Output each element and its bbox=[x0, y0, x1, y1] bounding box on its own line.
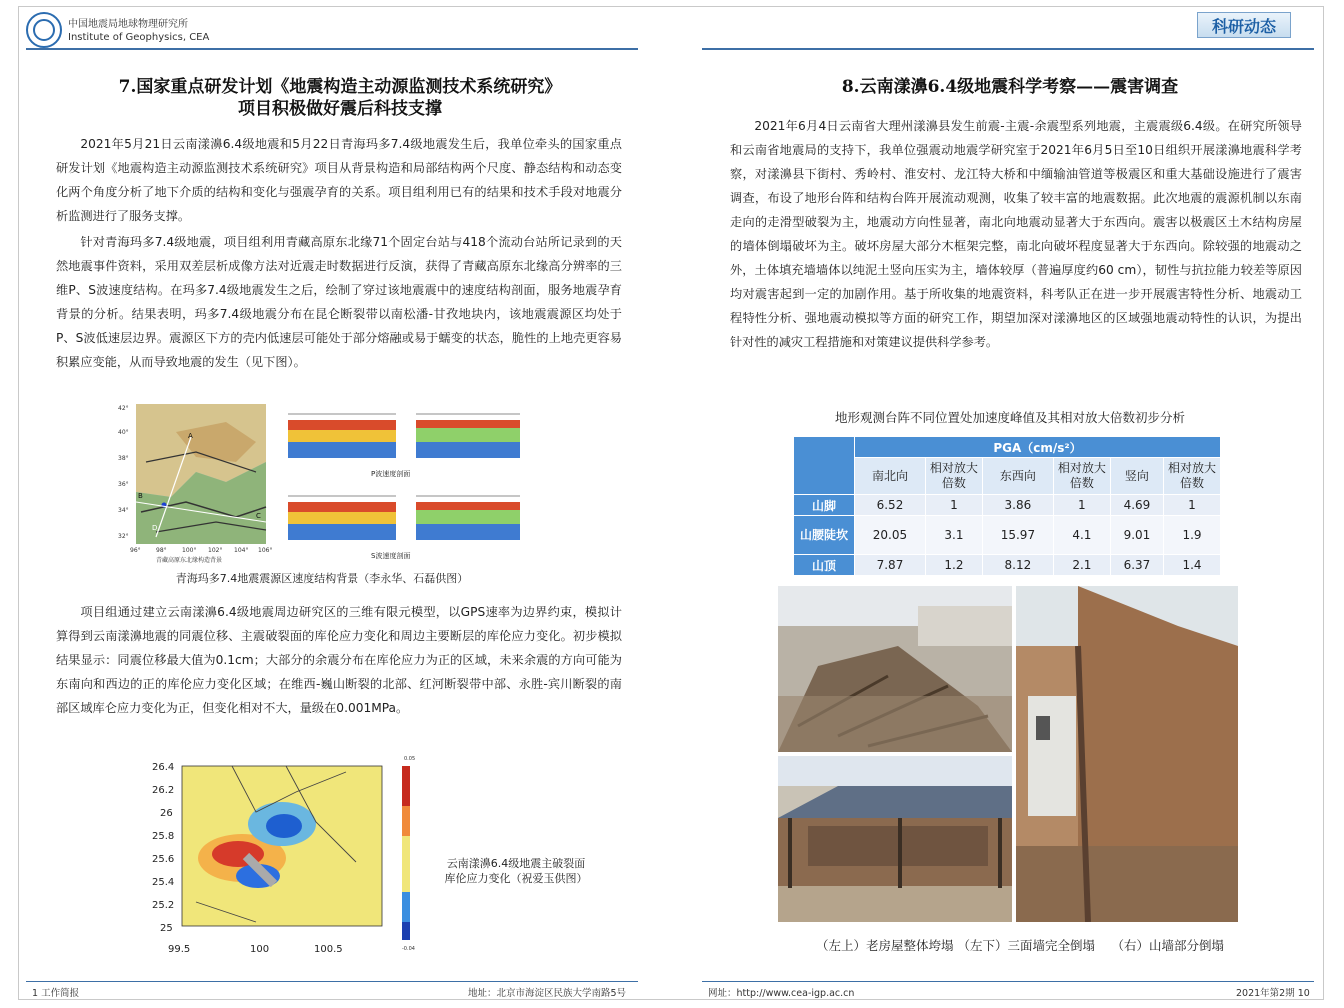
footer-address: 地址：北京市海淀区民族大学南路5号 bbox=[468, 988, 627, 999]
lon-tick: 100° bbox=[182, 547, 197, 554]
point-label-d: D bbox=[152, 524, 158, 532]
footer-rule-left bbox=[26, 981, 638, 982]
photo-top-left bbox=[778, 586, 1012, 752]
table-cell: 1.4 bbox=[1164, 555, 1221, 576]
footer-issue: 2021年第2期 10 bbox=[1236, 988, 1310, 999]
colorbar-bottom: -0.04 bbox=[402, 946, 415, 952]
p-section-label: P波速度剖面 bbox=[371, 470, 411, 478]
left-paragraph-3: 项目组通过建立云南漾濞6.4级地震周边研究区的三维有限元模型，以GPS速率为边界约束，模拟计算得到云南漾濞地震的同震位移、主震破裂面的库伦应力变化和周边主要断层的库伦应力变化。初步模拟结果显示：同震位移最大值为0.1cm；大部分的余震分布在库伦应力为正的区域，未来余震的方向可能为东南向和西边的正的库伦应力变化区域；在维西-巍山断裂的北部、红河断裂带中部、永胜-宾川断裂的南部区域库仑应力变化为正，但变化相对不大，量级在0.001MPa。 bbox=[56, 605, 622, 715]
s-wave-sections bbox=[288, 496, 520, 560]
institute-name-cn: 中国地震局地球物理研究所 bbox=[68, 19, 188, 30]
table-cell: 4.69 bbox=[1110, 495, 1163, 516]
left-paragraph-2: 针对青海玛多7.4级地震，项目组利用青藏高原东北缘71个固定台站与418个流动台站所记录到的天然地震事件资料，采用双差层析成像方法对近震走时数据进行反演，获得了青藏高原东北缘高分辨率的三维P、S波速度结构。在玛多7.4级地震发生之后，绘制了穿过该地震震中的速度结构剖面，服务地震孕育背景的分析。结果表明，玛多7.4级地震分布在昆仑断裂带以南松潘-甘孜地块内，该地震震源区均处于P、S波低速层边界。震源区下方的壳内低速层可能处于部分熔融或易于蠕变的状态，脆性的上地壳更容易积累应变能，从而导致地震的发生（见下图）。 bbox=[56, 235, 622, 369]
row-header: 山脚 bbox=[794, 495, 855, 516]
column-header: 竖向 bbox=[1110, 458, 1163, 495]
y-tick: 25.6 bbox=[152, 854, 175, 865]
x-tick: 99.5 bbox=[168, 944, 191, 955]
table-title: 地形观测台阵不同位置处加速度峰值及其相对放大倍数初步分析 bbox=[834, 410, 1185, 425]
institute-logo bbox=[26, 12, 62, 48]
table-cell: 3.1 bbox=[925, 516, 982, 555]
point-label-a: A bbox=[188, 432, 193, 440]
left-title-line2: 项目积极做好震后科技支撑 bbox=[238, 99, 442, 119]
left-title-line1: 7.国家重点研发计划《地震构造主动源监测技术系统研究》 bbox=[118, 77, 562, 97]
footer-page-left: 1 工作简报 bbox=[32, 988, 80, 999]
table-cell: 1 bbox=[925, 495, 982, 516]
y-tick: 25.2 bbox=[152, 900, 175, 911]
left-paragraph-1: 2021年5月21日云南漾濞6.4级地震和5月22日青海玛多7.4级地震发生后，我单位牵头的国家重点研发计划《地震构造主动源监测技术系统研究》项目从背景构造和局部结构两个尺度、静态结构和动态变化两个角度分析了地下介质的结构和变化与强震孕育的关系。项目组利用已有的结果和技术手段对地震分析监测进行了服务支撑。 bbox=[56, 137, 622, 223]
lat-tick: 36° bbox=[118, 481, 129, 488]
photo-right bbox=[1016, 586, 1238, 922]
x-tick: 100.5 bbox=[314, 944, 343, 955]
photo-bottom-left bbox=[778, 756, 1012, 922]
table-corner bbox=[794, 437, 855, 495]
institute-name bbox=[68, 18, 209, 44]
figure2-caption-line1: 云南漾濞6.4级地震主破裂面 bbox=[446, 857, 586, 870]
tectonic-map bbox=[118, 404, 272, 564]
lat-tick: 42° bbox=[118, 405, 129, 412]
table-cell: 9.01 bbox=[1110, 516, 1163, 555]
y-tick: 25.8 bbox=[152, 831, 175, 842]
left-article-title bbox=[40, 76, 640, 120]
y-tick: 25 bbox=[160, 923, 173, 934]
figure2-caption bbox=[436, 856, 596, 886]
photo-caption: （左上）老房屋整体垮塌 （左下）三面墙完全倒塌 （右）山墙部分倒塌 bbox=[816, 938, 1224, 953]
lon-tick: 96° bbox=[130, 547, 141, 554]
lon-tick: 102° bbox=[208, 547, 223, 554]
figure1-caption: 青海玛多7.4地震震源区速度结构背景（李永华、石磊供图） bbox=[175, 572, 469, 585]
lon-tick: 106° bbox=[258, 547, 273, 554]
x-tick: 100 bbox=[250, 944, 270, 955]
velocity-structure-figure bbox=[116, 402, 528, 564]
table-cell: 7.87 bbox=[855, 555, 926, 576]
table-row bbox=[794, 495, 1221, 516]
column-header: 南北向 bbox=[855, 458, 926, 495]
table-cell: 1.9 bbox=[1164, 516, 1221, 555]
y-tick: 25.4 bbox=[152, 877, 175, 888]
footer-rule-right bbox=[702, 981, 1314, 982]
table-cell: 1 bbox=[1164, 495, 1221, 516]
column-header: 相对放大倍数 bbox=[1053, 458, 1110, 495]
p-wave-sections bbox=[288, 414, 520, 478]
header-rule-left bbox=[26, 48, 638, 50]
table-cell: 6.52 bbox=[855, 495, 926, 516]
damage-photos bbox=[778, 586, 1238, 922]
table-row bbox=[794, 516, 1221, 555]
row-header: 山顶 bbox=[794, 555, 855, 576]
table-cell: 3.86 bbox=[982, 495, 1053, 516]
section-tag: 科研动态 bbox=[1197, 12, 1291, 38]
lat-tick: 34° bbox=[118, 507, 129, 514]
table-cell: 1.2 bbox=[925, 555, 982, 576]
figure2-caption-line2: 库伦应力变化（祝爱玉供图） bbox=[444, 872, 588, 885]
table-group-header: PGA（cm/s²） bbox=[855, 437, 1221, 458]
table-cell: 20.05 bbox=[855, 516, 926, 555]
table-cell: 8.12 bbox=[982, 555, 1053, 576]
point-label-b: B bbox=[138, 492, 143, 500]
table-cell: 6.37 bbox=[1110, 555, 1163, 576]
pga-table bbox=[793, 436, 1221, 576]
lat-tick: 40° bbox=[118, 429, 129, 436]
lat-tick: 38° bbox=[118, 455, 129, 462]
table-cell: 15.97 bbox=[982, 516, 1053, 555]
map-title: 青藏高原东北缘构造背景 bbox=[156, 557, 223, 564]
table-cell: 1 bbox=[1053, 495, 1110, 516]
y-tick: 26 bbox=[160, 808, 173, 819]
table-cell: 2.1 bbox=[1053, 555, 1110, 576]
header-rule-right bbox=[702, 48, 1314, 50]
coulomb-stress-figure bbox=[146, 752, 426, 958]
right-article-title: 8.云南漾濞6.4级地震科学考察——震害调查 bbox=[841, 77, 1179, 97]
colorbar-top: 0.05 bbox=[404, 756, 416, 762]
lon-tick: 104° bbox=[234, 547, 249, 554]
y-tick: 26.2 bbox=[152, 785, 175, 796]
column-header: 东西向 bbox=[982, 458, 1053, 495]
lon-tick: 98° bbox=[156, 547, 167, 554]
table-cell: 4.1 bbox=[1053, 516, 1110, 555]
s-section-label: S波速度剖面 bbox=[371, 552, 411, 560]
lat-tick: 32° bbox=[118, 533, 129, 540]
footer-website[interactable]: 网址：http://www.cea-igp.ac.cn bbox=[708, 988, 855, 999]
institute-name-en: Institute of Geophysics, CEA bbox=[68, 32, 210, 43]
y-tick: 26.4 bbox=[152, 762, 175, 773]
column-header: 相对放大倍数 bbox=[925, 458, 982, 495]
column-header: 相对放大倍数 bbox=[1164, 458, 1221, 495]
row-header: 山腰陡坎 bbox=[794, 516, 855, 555]
table-row bbox=[794, 555, 1221, 576]
right-paragraph-1: 2021年6月4日云南省大理州漾濞县发生前震-主震-余震型系列地震，主震震级6.4级。在研究所领导和云南省地震局的支持下，我单位强震动地震学研究室于2021年6月5日至10日组织开展漾濞地震科学考察，对漾濞县下街村、秀岭村、淮安村、龙江特大桥和中缅输油管道等极震区和重大基础设施进行了震害调查，布设了地形台阵和结构台阵开展流动观测，收集了较丰富的地震数据。此次地震的震源机制以东南走向的走滑型破裂为主，地震动方向性显著，南北向地震动显著大于东西向。震害以极震区土木结构房屋的墙体倒塌破坏为主。破坏房屋大部分木框架完整，南北向破坏程度显著大于东西向。除较强的地震动之外，土体填充墙墙体以纯泥土竖向压实为主，墙体较厚（普遍厚度约60 cm），韧性与抗拉能力较差等原因均对震害起到一定的加剧作用。基于所收集的地震资料，科考队正在进一步开展震害特性分析、地震动工程特性分析、强地震动模拟等方面的研究工作，期望加深对漾濞地区的区域强地震动特性的认识，为提出针对性的减灾工程措施和对策建议提供科学参考。 bbox=[730, 119, 1302, 349]
point-label-c: C bbox=[256, 512, 261, 520]
